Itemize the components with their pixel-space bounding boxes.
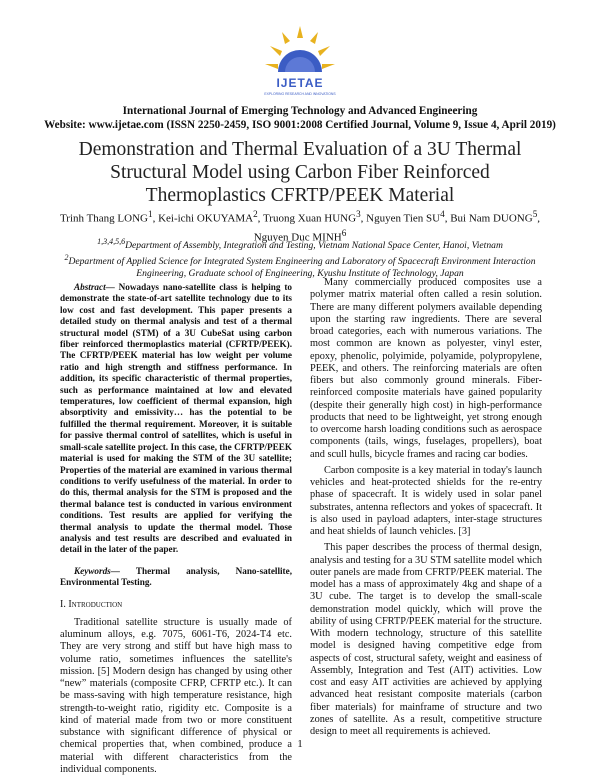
author-sup: 4 (440, 209, 445, 219)
logo-label: IJETAE (276, 76, 324, 90)
author-name: Kei-ichi OKUYAMA (158, 212, 254, 225)
abstract (60, 282, 292, 556)
title-line: Thermoplastics CFRTP/PEEK Material (145, 185, 455, 206)
keywords (60, 566, 292, 589)
author-name: Trinh Thang LONG (59, 212, 148, 225)
logo-subtext: EXPLORING RESEARCH AND INNOVATIONS (264, 92, 336, 96)
keywords-lead: Keywords— (74, 565, 120, 576)
author-list: Trinh Thang LONG$^1$, Kei-ichi OKUYAMA$^2$, Truong Xuan HUNG$^3$, Nguyen Tien $SU^4$, Bui Nam DUONG$^5$, Nguyen Duc MINH$^6$ (59, 209, 541, 244)
journal-website-line: Website: www.ijetae.com (ISSN 2250-2459, ISO 9001:2008 Certified Journal, Volume 9, Issue 4, April 2019) (44, 119, 556, 131)
affiliation-text: Department of Applied Science for Integrated System Engineering and Laboratory of Spacecraft Environment Interaction Engineering, Graduate school of Engineering, Kyushu Institute of Technology, Japan (68, 256, 536, 280)
body-paragraph: This paper describes the process of thermal design, analysis and testing for a 3U STM satellite model which outer panels are made from CFRTP/PEEK material. The model has a mass of approximately 4kg and shape of a 3U cube. The target is to develop the small-scale demonstration model quickly, which will prove the ability of using CFRTP/PEEK material for the structure. With modern technology, structure of this satellite model is designed having competitive edge from aspects of cost, structural safety, weight and easiness of Assembly, Integration and Test (AIT) activities. Low cost and easy AIT activities are achieved by applying advanced heat resistant composite materials (carbon fiber materials) for mainframe of structure and two zones of satellite. As a result, competitive structure design to meet all requirements is achieved. (310, 542, 542, 737)
abstract-lead: Abstract— (74, 282, 115, 292)
affiliations (40, 236, 560, 280)
abstract-text: Nowadays nano-satellite class is helping to demonstrate the state-of-art satellite technology due to its low cost and fast development. This paper presents a detailed study on thermal analysis and test of a thermal structural model (STM) of a 3U CubeSat using carbon fiber reinforced thermoplastics material (CFRTP/PEEK). The CFRTP/PEEK material has low weight per volume ratio and high strength and stiffness performance. In addition, its specific characteristic of thermal properties, such as performance maintained at low and elevated temperatures, low coefficient of thermal expansion, high absorptivity and emissivity… has the potential to be fulfilled the thermal requirement. Moreover, it is suitable for passive thermal control of satellites, which is useful in small-scale satellite project. In this case, the CFRTP/PEEK material is used for making the STM of the 3U satellite; Properties of the material are examined in various thermal conditions to verify usefulness of the material. In order to do this, thermal analysis for the STM is proposed and the thermal balance test is conducted in various environment conditions. Test results are applied for verifying the thermal analysis to update the thermal model. Those analysis and test results are described and evaluated in detail in the later of the paper. (60, 282, 292, 555)
author-sup: 1 (147, 209, 153, 219)
author-name: Truong Xuan HUNG (262, 212, 357, 225)
author-sup: 6 (341, 227, 347, 238)
page-number: 1 (297, 738, 303, 750)
affiliation-sup: 2 (64, 253, 69, 263)
sun-logo-icon (261, 24, 339, 100)
keywords-text: Thermal analysis, Nano-satellite, Environmental Testing. (60, 565, 292, 588)
body-paragraph: Carbon composite is a key material in today's launch vehicles and heat-protected shields for the re-entry phase of spacecraft. It is widely used in solar panel substrates, antenna reflectors and yokes of spacecraft. It is also used in payload adapters, inter-stage structures and heat shields of launch vehicles. [3] (310, 464, 542, 537)
affiliation-sup: 1,3,4,5,6 (97, 237, 126, 246)
affiliation-line (40, 236, 560, 252)
author-sup: 5 (532, 209, 538, 219)
affiliation-text: Department of Assembly, Integration and Testing, Vietnam National Space Center, Hanoi, Vietnam (125, 240, 503, 252)
left-column (60, 282, 292, 776)
section-number: I. (60, 598, 66, 610)
author-sup: 3 (356, 209, 361, 219)
title-line: Structural Model using Carbon Fiber Reinforced (110, 162, 490, 183)
author-name: Bui Nam DUONG (450, 212, 533, 225)
author-sup: 2 (253, 209, 258, 219)
section-heading (60, 599, 292, 611)
body-paragraph: Many commercially produced composites use a polymer matrix material often called a resin solution. There are many different polymers available depending upon the starting raw ingredients. There are several broad categories, each with numerous variations. The most common are known as polyester, vinyl ester, epoxy, phenolic, polyimide, polyamide, polypropylene, PEEK, and others. The reinforcing materials are often fibers but also commonly ground minerals. Fiber-reinforced composite materials have gained popularity (despite their generally high cost) in high-performance products that need to be lightweight, yet strong enough to overcome harsh loading conditions such as aerospace components (tails, wings, fuselages, propellers), boat and scull hulls, bicycle frames and racing car bodies. (310, 277, 542, 460)
right-column (310, 277, 542, 738)
title-line: Demonstration and Thermal Evaluation of a 3U Thermal (78, 139, 522, 160)
paper-title (30, 138, 570, 207)
section-title: Introduction (68, 598, 123, 610)
author-name: Nguyen Tien SU (366, 212, 441, 225)
author-name: Nguyen Duc MINH (253, 231, 342, 244)
journal-logo (261, 24, 339, 100)
intro-paragraph: Traditional satellite structure is usually made of aluminum alloys, e.g. 7075, 6061-T6, 2024-T4 etc. They are very strong and stiff but have high mass to volume ratio, sometimes influences the satellite's mission. [5] Modern design has changed by using other “new” materials (composite CFRP, CFRTP etc.). It can be mass-saving with high temperature resistance, high strength-to-weight ratio, rigidity etc. Composite is a kind of material made from two or more constituent substance with significant difference of physical or chemical properties that, when combined, produce a material with different characteristics from the individual components. (60, 616, 292, 775)
journal-name: International Journal of Emerging Technology and Advanced Engineering (122, 105, 478, 117)
